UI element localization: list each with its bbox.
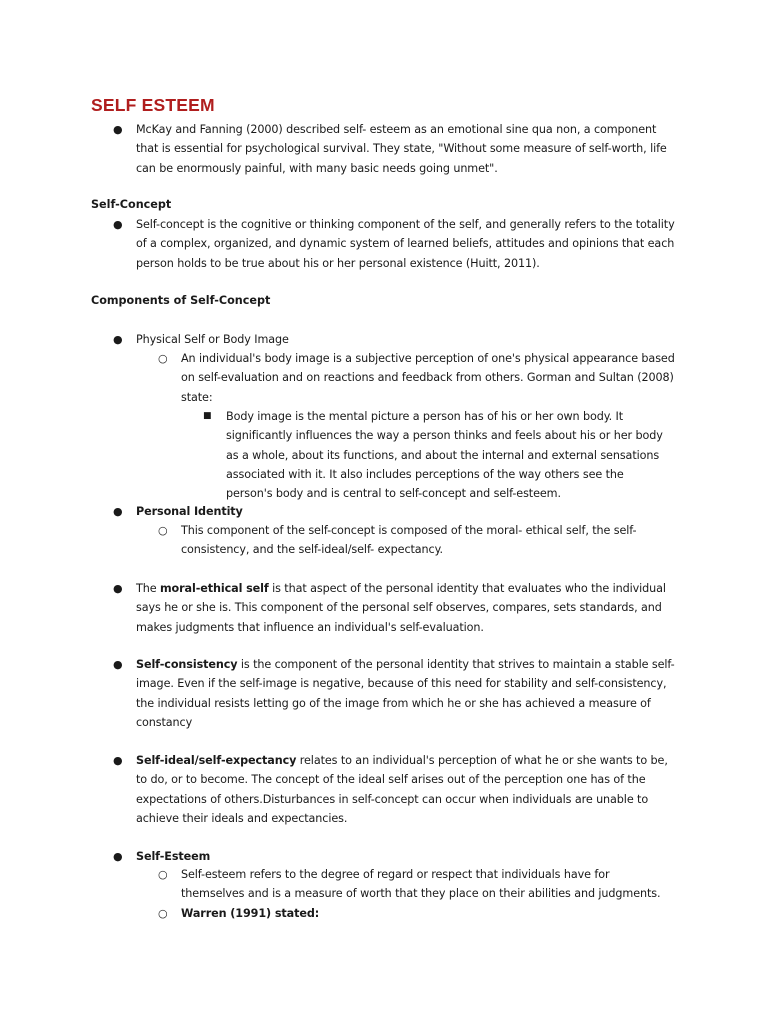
self-ideal-rest: relates to an individual's perception of what he or she wants to be, to do, or to become. The concept of the ideal self arises out of the perception one has of the expectations of others.Disturbances in self-concept can occur when individuals are unable to achieve their ideals and expectancies. [136,754,668,825]
physical-self-label: Physical Self or Body Image [136,333,289,346]
bullet-marker: ■ [203,411,212,421]
moral-ethical-text [136,579,676,637]
list-item-self-concept [113,215,681,273]
bullet-marker: ● [113,333,123,346]
warren-citation: Warren (1991) stated: [181,907,320,920]
self-ideal-term: Self-ideal/self-expectancy [136,754,297,767]
list-item-body-image [158,349,681,407]
list-item-personal-identity-desc [158,521,651,560]
list-item-self-esteem [113,847,676,866]
moral-ethical-term: moral-ethical self [159,582,269,595]
bullet-marker: ● [113,582,123,595]
body-image-text: An individual's body image is a subjective perception of one's physical appearance based on self-evaluation and on reactions and feedback from others. Gorman and Sultan (2008) state: [181,352,675,404]
bullet-marker: ○ [158,524,168,537]
section-heading-components: Components of Self-Concept [91,294,271,307]
self-consistency-text [136,655,681,732]
intro-text: McKay and Fanning (2000) described self- esteem as an emotional sine qua non, a component that is essential for psychological survival. They state, "Without some measure of self-worth, life can be enormously painful, with many basic needs going unmet". [136,123,667,175]
self-esteem-label: Self-Esteem [136,850,211,863]
list-item-warren [158,904,676,923]
self-consistency-rest: is the component of the personal identity that strives to maintain a stable self-image. Even if the self-image is negative, because of this need for stability and self-consistency, the individual resists letting go of the image from which he or she has achieved a measure of constancy [136,658,675,729]
list-item-personal-identity [113,502,676,521]
moral-ethical-prefix: The [136,582,160,595]
bullet-marker: ● [113,850,123,863]
moral-ethical-rest: is that aspect of the personal identity that evaluates who the individual says he or she is. This component of the personal self observes, compares, sets standards, and makes judgments that influence an individual's self-evaluation. [136,582,666,634]
section-heading-self-concept: Self-Concept [91,198,172,211]
bullet-marker: ● [113,658,123,671]
list-item-self-ideal [113,751,676,828]
bullet-marker: ● [113,218,123,231]
personal-identity-text: This component of the self-concept is composed of the moral- ethical self, the self-consistency, and the self-ideal/self- expectancy. [181,524,637,557]
list-item-moral-ethical [113,579,676,637]
self-consistency-term: Self-consistency [136,658,238,671]
list-item-intro [113,120,676,178]
list-item-self-esteem-desc [158,865,676,904]
self-ideal-text [136,751,676,828]
self-concept-text: Self-concept is the cognitive or thinking component of the self, and generally refers to the totality of a complex, organized, and dynamic system of learned beliefs, attitudes and opinions that each person holds to be true about his or her personal existence (Huitt, 2011). [136,218,675,270]
bullet-marker: ● [113,754,123,767]
list-item-body-image-quote [203,407,666,503]
self-esteem-text: Self-esteem refers to the degree of regard or respect that individuals have for themselves and is a measure of worth that they place on their abilities and judgments. [181,868,661,901]
list-item-physical-self [113,330,676,349]
body-image-quote-text: Body image is the mental picture a person has of his or her own body. It significantly influences the way a person thinks and feels about his or her body as a whole, about its functions, and about the internal and external sensations associated with it. It also includes perceptions of the way others see the person's body and is central to self-concept and self-esteem. [226,410,663,501]
list-item-self-consistency [113,655,681,732]
bullet-marker: ○ [158,352,168,365]
bullet-marker: ○ [158,907,168,920]
page-title: SELF ESTEEM [91,95,215,115]
personal-identity-label: Personal Identity [136,505,243,518]
bullet-marker: ● [113,123,123,136]
bullet-marker: ○ [158,868,168,881]
bullet-marker: ● [113,505,123,518]
